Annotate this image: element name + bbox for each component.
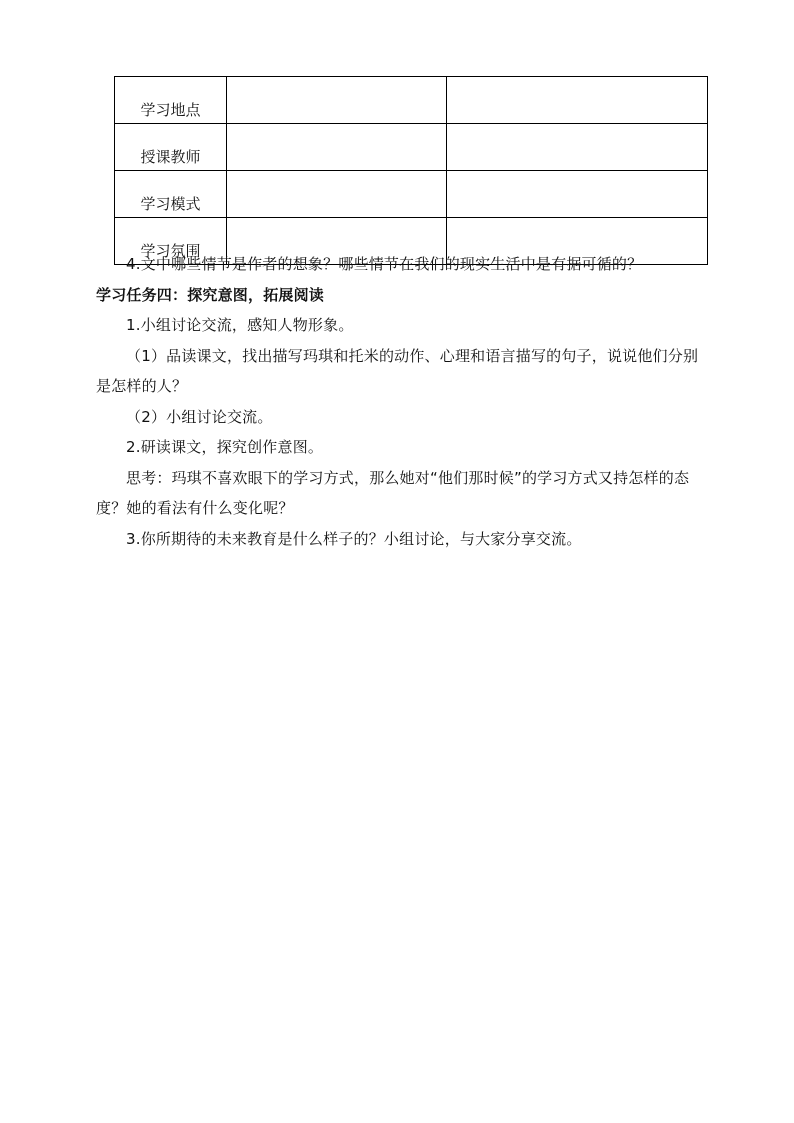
item-1-sub-2: （2）小组讨论交流。 <box>126 407 273 426</box>
table-cell-label: 授课教师 <box>115 124 227 171</box>
table-cell <box>227 77 447 124</box>
table-cell <box>447 171 708 218</box>
info-table <box>114 76 708 265</box>
item-1-sub-1: （1）品读课文，找出描写玛琪和托米的动作、心理和语言描写的句子，说说他们分别是怎样的人？ <box>96 346 699 395</box>
table-cell-label: 学习模式 <box>115 171 227 218</box>
item-2: 2.研读课文，探究创作意图。 <box>126 438 324 456</box>
item-1: 1.小组讨论交流，感知人物形象。 <box>126 316 354 334</box>
table-row <box>115 77 708 124</box>
table-row <box>115 171 708 218</box>
table-cell-label: 学习地点 <box>115 77 227 124</box>
question-4: 4.文中哪些情节是作者的想象？哪些情节在我们的现实生活中是有据可循的？ <box>126 255 643 273</box>
item-2-think: 思考：玛琪不喜欢眼下的学习方式，那么她对“他们那时候”的学习方式又持怎样的态度？她的看法有什么变化呢？ <box>96 468 690 517</box>
table-row <box>115 124 708 171</box>
table-cell <box>227 171 447 218</box>
task-4-heading: 学习任务四：探究意图，拓展阅读 <box>96 285 325 304</box>
table-cell <box>227 124 447 171</box>
table-cell <box>447 77 708 124</box>
item-3: 3.你所期待的未来教育是什么样子的？小组讨论，与大家分享交流。 <box>126 529 582 548</box>
table-cell-label: 学习氛围 <box>115 218 227 265</box>
body-text <box>96 249 706 554</box>
table-cell <box>447 124 708 171</box>
